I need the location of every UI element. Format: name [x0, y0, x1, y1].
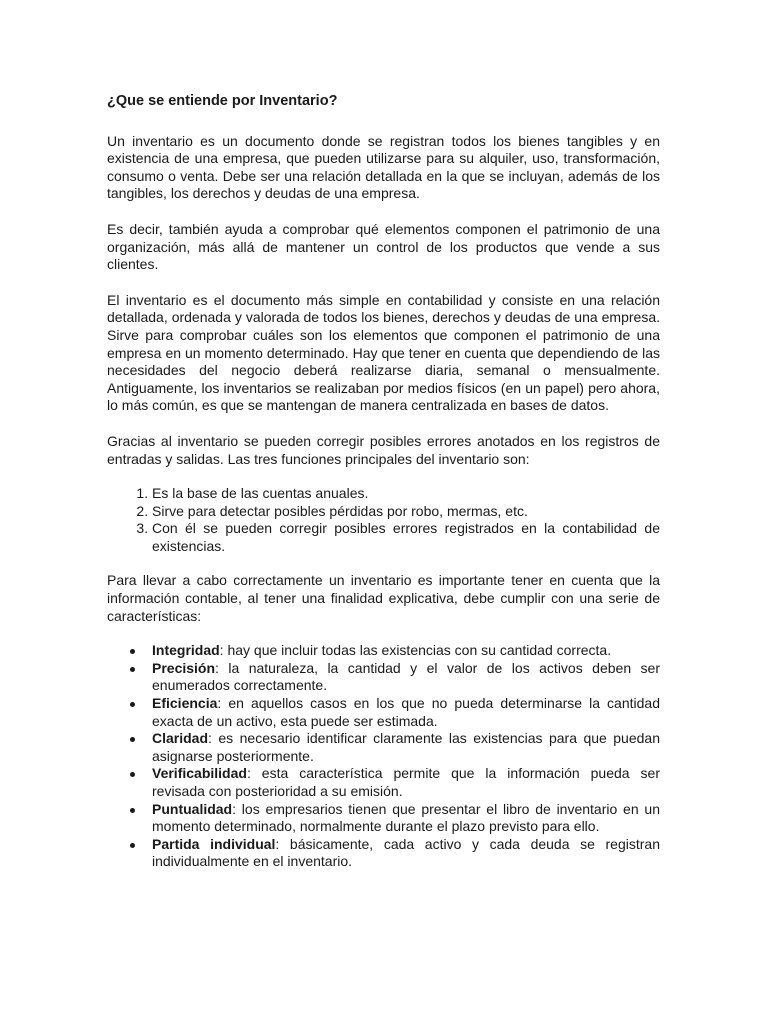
characteristic-text: : los empresarios tienen que presentar el libro de inventario en un momento determinado, normalmente durante el plazo previsto para ello. — [152, 800, 660, 835]
characteristic-term: Eficiencia — [152, 695, 218, 712]
paragraph-functions-intro: Gracias al inventario se pueden corregir posibles errores anotados en los registros de entradas y salidas. Las tres funciones principales del inventario son: — [107, 432, 660, 467]
bullet-icon — [130, 737, 135, 742]
list-item — [152, 765, 660, 800]
characteristics-list — [107, 642, 660, 871]
functions-list — [107, 485, 660, 555]
list-item — [152, 660, 660, 695]
characteristic-term: Integridad — [152, 642, 220, 659]
characteristic-text: : en aquellos casos en los que no pueda determinarse la cantidad exacta de un activo, esta puede ser estimada. — [152, 695, 660, 729]
paragraph-accounting: El inventario es el documento más simple en contabilidad y consiste en una relación detallada, ordenada y valorada de todos los bienes, derechos y deudas de una empresa. Sirve para comprobar cuáles son los elementos que componen el patrimonio de una empresa en un momento determinado. Hay que tener en cuenta que dependiendo de las necesidades del negocio deberá realizarse diaria, semanal o mensualmente. Antiguamente, los inventarios se realizaban por medios físicos (en un papel) pero ahora, lo más común, es que se mantengan de manera centralizada en bases de datos. — [107, 291, 660, 414]
list-item: 3. Con él se pueden corregir posibles errores registrados en la contabilidad de existencias. — [152, 520, 660, 555]
characteristic-text: : hay que incluir todas las existencias con su cantidad correcta. — [219, 642, 612, 659]
bullet-icon — [130, 843, 135, 848]
list-item — [152, 730, 660, 765]
list-item — [152, 801, 660, 836]
document-title: ¿Que se entiende por Inventario? — [107, 93, 338, 109]
list-item — [152, 836, 660, 871]
list-item — [152, 695, 660, 730]
bullet-icon — [130, 667, 135, 672]
characteristic-term: Precisión — [152, 659, 216, 676]
bullet-icon — [130, 649, 135, 654]
characteristic-text: : esta característica permite que la información pueda ser revisada con posterioridad a su emisión. — [152, 765, 660, 799]
list-item: 2. Sirve para detectar posibles pérdidas por robo, mermas, etc. — [152, 503, 660, 521]
paragraph-definition: Un inventario es un documento donde se registran todos los bienes tangibles y en existencia de una empresa, que pueden utilizarse para su alquiler, uso, transformación, consumo o venta. Debe ser una relación detallada en la que se incluyan, además de los tangibles, los derechos y deudas de una empresa. — [107, 132, 660, 202]
paragraph-characteristics-intro: Para llevar a cabo correctamente un inventario es importante tener en cuenta que la información contable, al tener una finalidad explicativa, debe cumplir con una serie de características: — [107, 572, 660, 624]
characteristic-text: : es necesario identificar claramente las existencias para que puedan asignarse posteriormente. — [152, 730, 660, 764]
bullet-icon — [130, 702, 135, 707]
characteristic-text: : la naturaleza, la cantidad y el valor de los activos deben ser enumerados correctamente. — [152, 659, 660, 694]
bullet-icon — [130, 808, 135, 813]
document-page — [107, 93, 660, 871]
characteristic-term: Claridad — [152, 730, 209, 747]
characteristic-term: Puntualidad — [152, 800, 233, 817]
list-item — [152, 642, 660, 660]
characteristic-term: Partida individual — [152, 835, 276, 852]
characteristic-term: Verificabilidad — [152, 765, 247, 782]
paragraph-purpose: Es decir, también ayuda a comprobar qué elementos componen el patrimonio de una organización, más allá de mantener un control de los productos que vende a sus clientes. — [107, 220, 660, 273]
list-item: 1. Es la base de las cuentas anuales. — [152, 485, 660, 503]
bullet-icon — [130, 772, 135, 777]
characteristic-text: : básicamente, cada activo y cada deuda se registran individualmente en el inventario. — [152, 835, 660, 870]
